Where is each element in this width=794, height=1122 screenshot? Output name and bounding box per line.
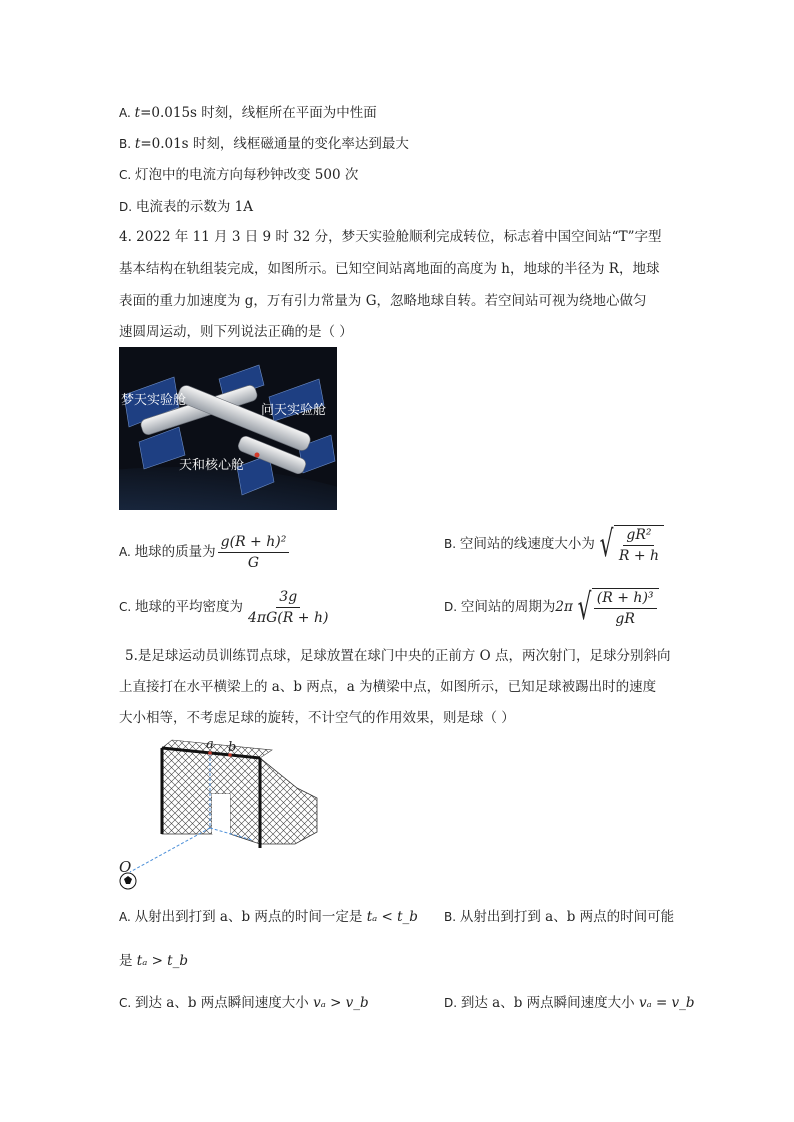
q4-stem-line-3: 表面的重力加速度为 g，万有引力常量为 G，忽略地球自转。若空间站可视为绕地心做匀 <box>119 293 647 309</box>
velocity-expression: vₐ > v_b <box>313 995 369 1011</box>
q5-stem-line-3: 大小相等，不考虑足球的旋转，不计空气的作用效果，则是球（ ） <box>119 710 515 726</box>
space-station-photo <box>119 347 337 510</box>
q3-option-b <box>119 134 409 154</box>
photo-label-wentian: 问天实验舱 <box>261 403 327 418</box>
option-label: A. <box>119 910 135 924</box>
option-text: 灯泡中的电流方向每秒钟改变 500 次 <box>135 167 359 183</box>
q5-option-b-continued <box>119 951 188 971</box>
variable-t: t <box>134 105 141 121</box>
option-text: 空间站的线速度大小为 <box>459 536 595 552</box>
option-label: C. <box>119 168 136 182</box>
q3-option-a <box>119 103 377 123</box>
two-pi: 2π <box>555 599 573 615</box>
label-a: a <box>206 737 214 752</box>
option-text: =0.015s 时刻，线框所在平面为中性面 <box>140 105 377 121</box>
q4-stem-line-1: 4. 2022 年 11 月 3 日 9 时 32 分，梦天实验舱顺利完成转位，标志着中国空间站“T”字型 <box>119 229 662 245</box>
fraction-numerator: 3g <box>276 588 300 608</box>
time-expression: tₐ > t_b <box>136 953 189 969</box>
option-label: B. <box>444 910 460 924</box>
option-text: 空间站的周期为 <box>460 599 556 615</box>
variable-t: t <box>134 136 141 152</box>
density-fraction <box>245 588 331 627</box>
option-label: D. <box>444 600 461 614</box>
q4-option-d <box>444 587 659 628</box>
time-expression: tₐ < t_b <box>366 909 418 925</box>
photo-label-tianhe: 天和核心舱 <box>179 458 245 473</box>
q4-stem-line-4: 速圆周运动，则下列说法正确的是（ ） <box>119 324 353 340</box>
q4-option-b <box>444 524 664 565</box>
q5-option-c <box>119 993 369 1013</box>
option-text: 从射出到打到 a、b 两点的时间可能 <box>459 909 675 925</box>
option-label: B. <box>444 537 460 551</box>
option-text: 电流表的示数为 1A <box>135 199 254 215</box>
fraction-denominator: R + h <box>618 547 660 564</box>
fraction-numerator: g(R + h)² <box>218 533 290 553</box>
option-label: A. <box>119 106 135 120</box>
option-text: 地球的平均密度为 <box>135 599 244 615</box>
q4-stem-line-2: 基本结构在轨组装完成，如图所示。已知空间站离地面的高度为 h，地球的半径为 R，地球 <box>119 261 660 277</box>
q4-option-c <box>119 587 333 627</box>
period-fraction <box>594 589 657 628</box>
fraction-numerator: gR² <box>623 526 654 546</box>
q3-option-c <box>119 165 358 185</box>
radical-sign: √ <box>577 586 592 628</box>
velocity-fraction <box>616 526 662 565</box>
option-text: 是 <box>119 953 133 969</box>
fraction-denominator: gR <box>615 610 635 627</box>
q5-stem-line-1: 5.是足球运动员训练罚点球，足球放置在球门中央的正前方 O 点，两次射门，足球分别斜向 <box>125 648 671 664</box>
option-text: 到达 a、b 两点瞬间速度大小 <box>460 995 635 1011</box>
velocity-expression: vₐ = v_b <box>638 995 695 1011</box>
option-text: 地球的质量为 <box>134 544 216 560</box>
option-label: D. <box>119 200 136 214</box>
q5-option-b <box>444 907 674 927</box>
q3-option-d <box>119 197 253 217</box>
option-label: C. <box>119 996 136 1010</box>
option-text: 从射出到打到 a、b 两点的时间一定是 <box>134 909 363 925</box>
option-text: 到达 a、b 两点瞬间速度大小 <box>135 995 309 1011</box>
q5-option-d <box>444 993 695 1013</box>
front-net <box>162 748 260 844</box>
option-label: A. <box>119 545 135 559</box>
side-net <box>260 758 317 844</box>
option-label: D. <box>444 996 461 1010</box>
goal-figure <box>112 736 327 892</box>
option-label: B. <box>119 137 135 151</box>
radical-sign: √ <box>599 523 614 565</box>
fraction-denominator: G <box>247 555 260 571</box>
period-sqrt <box>573 588 659 628</box>
fraction-denominator: 4πG(R + h) <box>248 610 329 626</box>
option-text: =0.01s 时刻，线框磁通量的变化率达到最大 <box>140 136 409 152</box>
label-o: O <box>119 858 132 876</box>
q5-stem-line-2: 上直接打在水平横梁上的 a、b 两点，a 为横梁中点，如图所示，已知足球被踢出时的速度 <box>119 679 657 695</box>
photo-label-mengtian: 梦天实验舱 <box>121 393 187 408</box>
q4-option-a <box>119 532 291 572</box>
option-label: C. <box>119 600 136 614</box>
q5-option-a <box>119 907 418 927</box>
mass-fraction <box>218 533 290 572</box>
label-b: b <box>228 740 237 755</box>
space-station-illustration <box>119 347 337 510</box>
velocity-sqrt <box>595 525 664 565</box>
fraction-numerator: (R + h)³ <box>594 589 657 609</box>
